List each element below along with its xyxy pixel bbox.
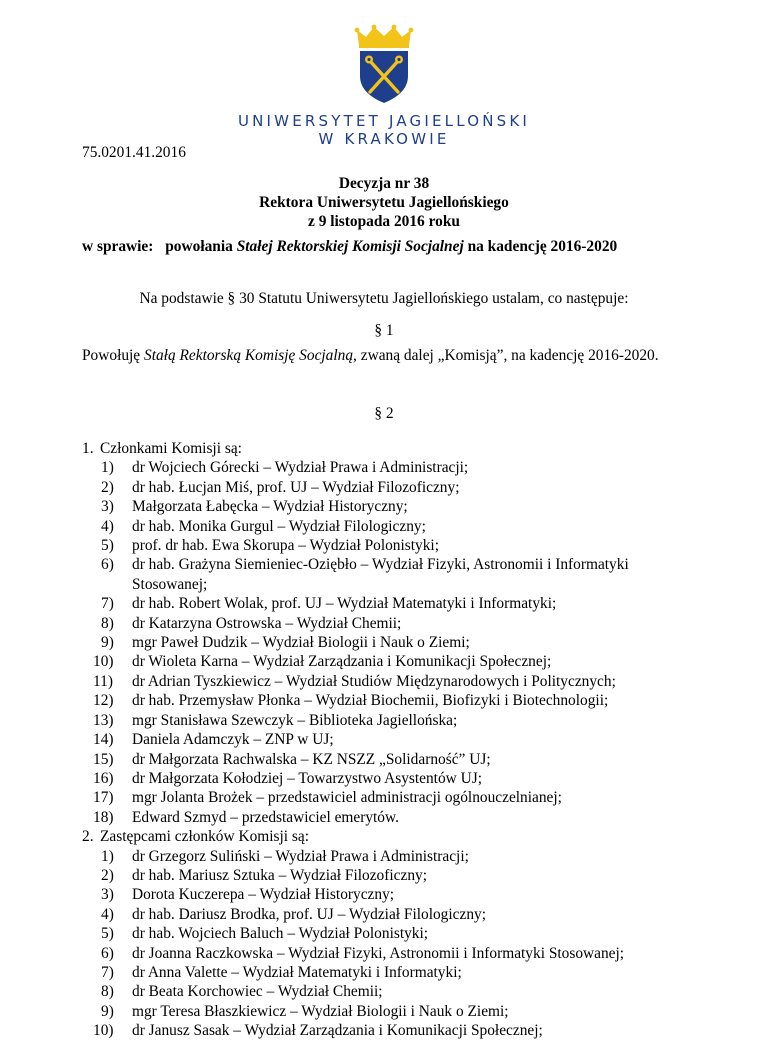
section-number: 2. [82,828,94,846]
deputies-list [82,847,702,1041]
list-item-number: 15) [93,750,114,768]
list-item [82,808,702,827]
list-item [82,866,702,885]
list-item-number: 8) [101,983,114,1001]
list-item-number: 1) [101,847,114,865]
list-item [82,788,702,807]
subject-line [82,237,617,256]
list-item-text: dr hab. Mariusz Sztuka – Wydział Filozoficzny; [132,866,427,884]
list-item-number: 3) [101,498,114,516]
title-line1: Decyzja nr 38 [338,175,430,192]
list-item [82,963,702,982]
list-item [82,614,702,633]
appointment-after: , zwaną dalej „Komisją”, na kadencję 2016-2020. [353,347,659,364]
list-item-number: 7) [101,595,114,613]
title-line3: z 9 listopada 2016 roku [308,213,460,230]
list-item-text: dr Grzegorz Suliński – Wydział Prawa i Administracji; [132,847,469,865]
section-number: 1. [82,440,94,457]
list-item [82,847,702,866]
list-item-number: 14) [93,731,114,749]
list-item-text: dr Adrian Tyszkiewicz – Wydział Studiów Międzynarodowych i Politycznych; [132,672,616,690]
list-item-number: 6) [101,556,114,574]
list-item [82,885,702,904]
legal-basis: Na podstawie § 30 Statutu Uniwersytetu Jagiellońskiego ustalam, co następuje: [139,290,629,307]
list-item [82,924,702,943]
list-item-text: dr Joanna Raczkowska – Wydział Fizyki, Astronomii i Informatyki Stosowanej; [132,944,625,962]
list-item [82,652,702,671]
list-item [82,769,702,788]
list-item [82,672,702,691]
list-item-text: Małgorzata Łabęcka – Wydział Historyczny; [132,498,408,516]
subject-before: powołania [165,238,233,255]
list-item-text: dr hab. Przemysław Płonka – Wydział Biochemii, Biofizyki i Biotechnologii; [132,692,609,710]
list-item-number: 10) [93,653,114,671]
list-item-text: dr Wojciech Górecki – Wydział Prawa i Administracji; [132,459,469,477]
section-title: Członkami Komisji są: [100,440,242,457]
list-item-number: 5) [101,537,114,555]
decision-title [0,174,768,231]
list-item [82,458,702,477]
subject-lead: w sprawie: [82,238,154,255]
paragraph-2-heading: § 2 [374,405,394,422]
list-item-text: dr Wioleta Karna – Wydział Zarządzania i Komunikacji Społecznej; [132,653,552,671]
document-number: 75.0201.41.2016 [82,144,186,161]
list-item-text: mgr Teresa Błaszkiewicz – Wydział Biologii i Nauk o Ziemi; [132,1002,509,1020]
appointment-sentence [82,346,659,365]
list-item [82,1021,702,1040]
list-item-number: 11) [93,672,113,690]
list-item-text: mgr Jolanta Brożek – przedstawiciel administracji ogólnouczelnianej; [132,789,562,807]
list-item-number: 4) [101,905,114,923]
list-item [82,750,702,769]
list-item-text: mgr Paweł Dudzik – Wydział Biologii i Nauk o Ziemi; [132,634,470,652]
list-item [82,478,702,497]
list-item-text: dr Beata Korchowiec – Wydział Chemii; [132,983,383,1001]
list-item-text: prof. dr hab. Ewa Skorupa – Wydział Polonistyki; [132,537,439,555]
list-item-number: 3) [101,886,114,904]
list-item [82,1002,702,1021]
paragraph-1-heading: § 1 [374,322,394,339]
list-item-number: 13) [93,711,114,729]
list-item-text: mgr Stanisława Szewczyk – Biblioteka Jagiellońska; [132,711,458,729]
list-item-number: 4) [101,517,114,535]
list-item-number: 6) [101,944,114,962]
list-item [82,730,702,749]
list-item-text: dr hab. Grażyna Siemieniec-Oziębło – Wydział Fizyki, Astronomii i Informatyki Stosowanej; [132,556,629,593]
list-item [82,497,702,516]
university-name-line1: UNIWERSYTET JAGIELLOŃSKI [237,112,531,130]
list-item [82,944,702,963]
members-section [82,439,702,1041]
list-item-text: Dorota Kuczerepa – Wydział Historyczny; [132,886,395,904]
list-item [82,691,702,710]
list-item [82,982,702,1001]
crest-icon [348,24,420,104]
list-item-text: dr hab. Monika Gurgul – Wydział Filologiczny; [132,517,426,535]
appointment-commission-name: Stałą Rektorską Komisję Socjalną [144,347,354,364]
list-item-text: dr Małgorzata Rachwalska – KZ NSZZ „Solidarność” UJ; [132,750,491,768]
list-item-number: 9) [101,1002,114,1020]
list-item [82,594,702,613]
deputies-heading [82,827,702,846]
list-item-text: dr Katarzyna Ostrowska – Wydział Chemii; [132,614,402,632]
appointment-before: Powołuję [82,347,141,364]
list-item-number: 18) [93,808,114,826]
list-item-number: 8) [101,614,114,632]
subject-after: na kadencję 2016-2020 [467,238,618,255]
list-item [82,905,702,924]
list-item [82,517,702,536]
list-item [82,555,702,594]
list-item-text: Daniela Adamczyk – ZNP w UJ; [132,731,334,749]
list-item-number: 2) [101,866,114,884]
list-item-text: dr Małgorzata Kołodziej – Towarzystwo Asystentów UJ; [132,769,482,787]
list-item-text: dr Janusz Sasak – Wydział Zarządzania i Komunikacji Społecznej; [132,1022,543,1040]
list-item-number: 12) [93,692,114,710]
list-item-number: 2) [101,478,114,496]
list-item-number: 5) [101,925,114,943]
university-name-line2: W KRAKOWIE [318,130,450,148]
title-line2: Rektora Uniwersytetu Jagiellońskiego [259,194,509,211]
list-item [82,633,702,652]
list-item-text: dr hab. Robert Wolak, prof. UJ – Wydział Matematyki i Informatyki; [132,595,557,613]
list-item-number: 10) [93,1022,114,1040]
members-list [82,458,702,827]
members-heading [82,439,702,458]
list-item-number: 9) [101,634,114,652]
list-item [82,536,702,555]
list-item-text: Edward Szmyd – przedstawiciel emerytów. [132,808,399,826]
list-item-text: dr Anna Valette – Wydział Matematyki i Informatyki; [132,963,462,981]
university-logo [0,24,768,148]
list-item-number: 16) [93,769,114,787]
list-item-text: dr hab. Wojciech Baluch – Wydział Polonistyki; [132,925,429,943]
list-item-text: dr hab. Łucjan Miś, prof. UJ – Wydział Filozoficzny; [132,478,460,496]
list-item-number: 1) [101,459,114,477]
list-item-number: 7) [101,963,114,981]
subject-commission-name: Stałej Rektorskiej Komisji Socjalnej [236,238,464,255]
section-title: Zastępcami członków Komisji są: [100,828,310,846]
list-item-number: 17) [93,789,114,807]
list-item-text: dr hab. Dariusz Brodka, prof. UJ – Wydział Filologiczny; [132,905,486,923]
list-item [82,711,702,730]
